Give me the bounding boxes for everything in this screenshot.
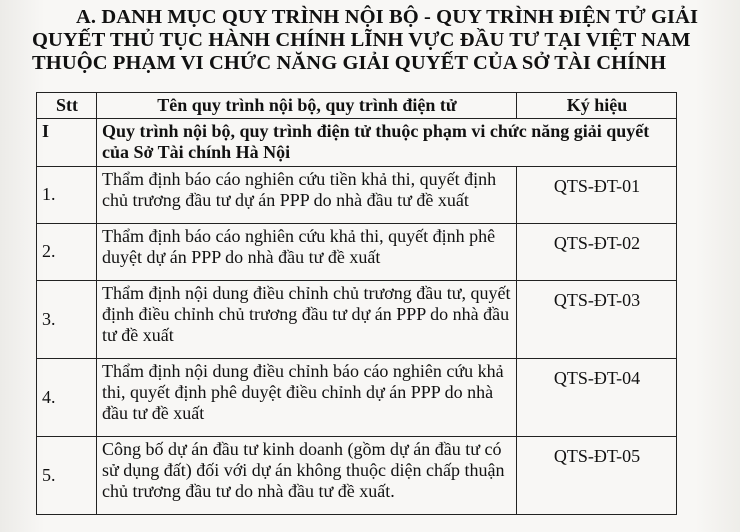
row-stt: 3. [37, 281, 97, 359]
header-name: Tên quy trình nội bộ, quy trình điện tử [97, 93, 517, 119]
table-row [37, 437, 677, 515]
table-row [37, 167, 677, 224]
procedure-table [36, 92, 677, 515]
row-procedure-name: Công bố dự án đầu tư kinh doanh (gồm dự án đầu tư có sử dụng đất) đối với dự án không thuộc diện chấp thuận chủ trương đầu tư do nhà đầu tư đề xuất. [97, 437, 517, 515]
heading-line-1: A. DANH MỤC QUY TRÌNH NỘI BỘ - QUY TRÌNH ĐIỆN TỬ GIẢI [76, 6, 699, 28]
row-stt: 4. [37, 359, 97, 437]
table-group-row [37, 119, 677, 167]
row-stt: 5. [37, 437, 97, 515]
row-code: QTS-ĐT-05 [517, 437, 677, 515]
table-row [37, 359, 677, 437]
row-code: QTS-ĐT-03 [517, 281, 677, 359]
header-code: Ký hiệu [517, 93, 677, 119]
table-row [37, 224, 677, 281]
row-code: QTS-ĐT-02 [517, 224, 677, 281]
row-procedure-name: Thẩm định báo cáo nghiên cứu tiền khả thi, quyết định chủ trương đầu tư dự án PPP do nhà đầu tư đề xuất [97, 167, 517, 224]
header-stt: Stt [37, 93, 97, 119]
table-header-row [37, 93, 677, 119]
table-row [37, 281, 677, 359]
group-name: Quy trình nội bộ, quy trình điện tử thuộc phạm vi chức năng giải quyết của Sở Tài chính Hà Nội [97, 119, 677, 167]
row-stt: 2. [37, 224, 97, 281]
heading-line-2: QUYẾT THỦ TỤC HÀNH CHÍNH LĨNH VỰC ĐẦU TƯ TẠI VIỆT NAM [32, 29, 691, 51]
row-code: QTS-ĐT-04 [517, 359, 677, 437]
row-procedure-name: Thẩm định báo cáo nghiên cứu khả thi, quyết định phê duyệt dự án PPP do nhà đầu tư đề xuất [97, 224, 517, 281]
row-procedure-name: Thẩm định nội dung điều chỉnh chủ trương đầu tư, quyết định điều chỉnh chủ trương đầu tư dự án PPP do nhà đầu tư đề xuất [97, 281, 517, 359]
group-stt: I [37, 119, 97, 167]
section-heading [32, 6, 732, 75]
heading-line-3: THUỘC PHẠM VI CHỨC NĂNG GIẢI QUYẾT CỦA SỞ TÀI CHÍNH [32, 52, 667, 74]
row-code: QTS-ĐT-01 [517, 167, 677, 224]
row-stt: 1. [37, 167, 97, 224]
row-procedure-name: Thẩm định nội dung điều chỉnh báo cáo nghiên cứu khả thi, quyết định phê duyệt điều chỉnh dự án PPP do nhà đầu tư đề xuất [97, 359, 517, 437]
